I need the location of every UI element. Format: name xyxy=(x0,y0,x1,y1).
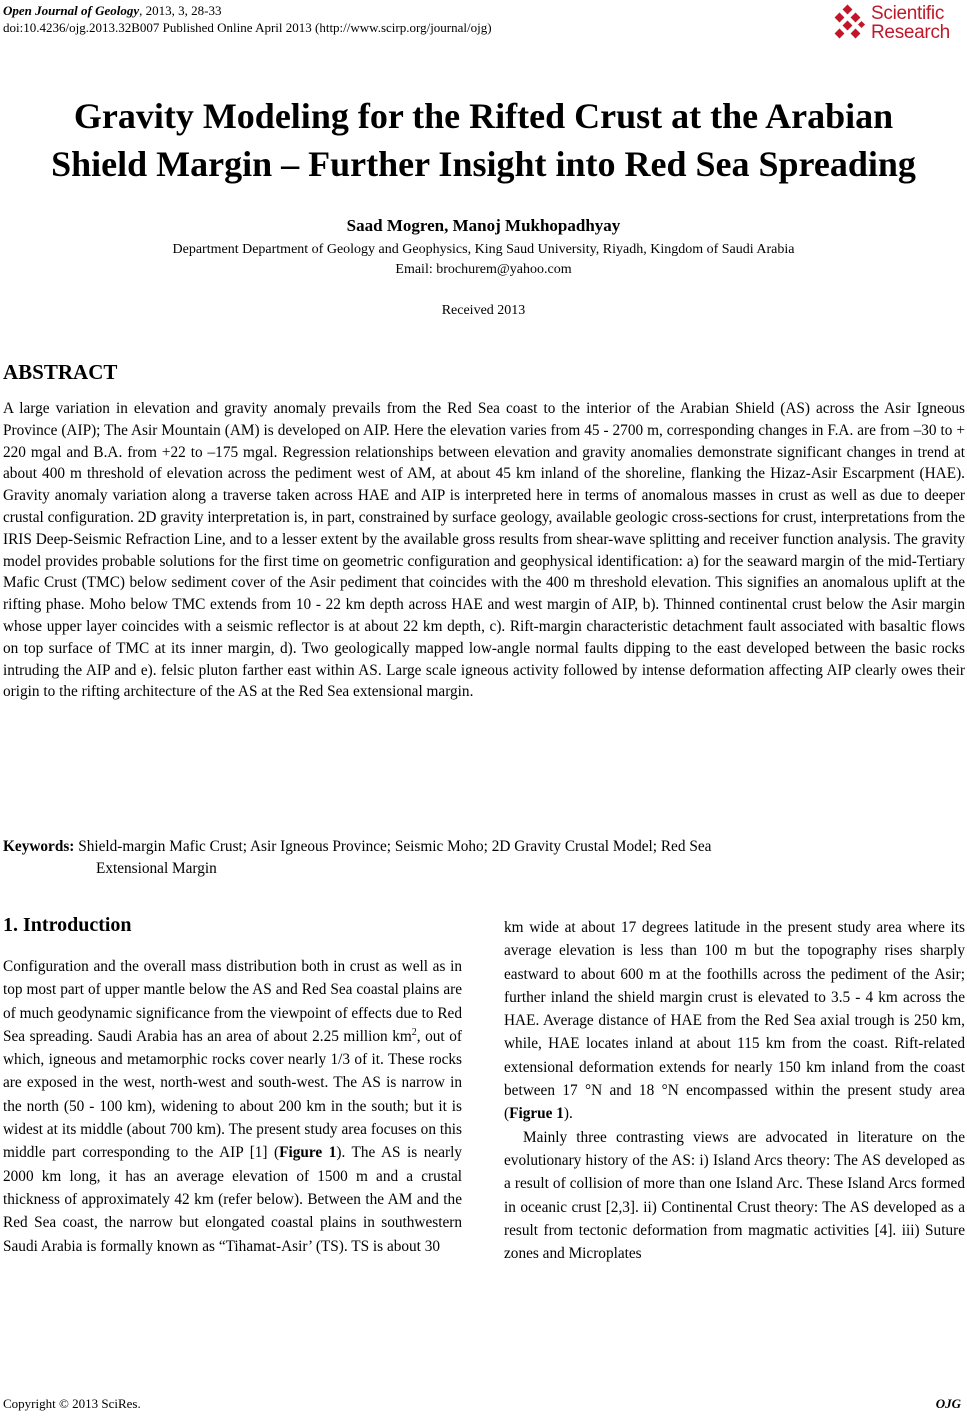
keywords-label: Keywords: xyxy=(3,838,75,855)
keywords-line-2: Extensional Margin xyxy=(96,859,217,877)
right-column xyxy=(504,916,965,1265)
affiliation-block xyxy=(0,240,967,280)
text-run: Configuration and the overall mass distribution both in crust as well as in top most part of upper mantle below the AS and Red Sea coastal plains are of much geodynamic significance from the viewpoint of effects due to Red Sea spreading. Saudi Arabia has an area of about 2.25 million km xyxy=(3,958,462,1045)
abstract-heading: ABSTRACT xyxy=(3,360,118,384)
running-header xyxy=(3,2,492,36)
abstract-text: A large variation in elevation and gravity anomaly prevails from the Red Sea coast to the interior of the Arabian Shield (AS) across the Asir Igneous Province (AIP); The Asir Mountain (AM) is developed on AIP. Here the elevation varies from 45 - 2700 m, corresponding changes in F.A. are from –30 to + 220 mgal and B.A. from +22 to –175 mgal. Regression relationships between elevation and gravity anomalies demonstrate significant changes in trend at about 400 m threshold of elevation across the pediment west of AM, at about 45 km inland of the shoreline, flanking the Hizaz-Asir Escarpment (HAE). Gravity anomaly variation along a traverse taken across HAE and AIP is interpreted here in terms of anomalous masses in crust as well as due to deeper crustal configuration. 2D gravity interpretation is, in part, constrained by surface geology, available geologic cross-sections for crust, interpretations from the IRIS Deep-Seismic Refraction Line, and to a lesser extent by the available gross results from shear-wave splitting and receiver function analysis. The gravity model provides probable solutions for the first time on geometric configuration and geophysical identification: a) for the seaward margin of the mid-Tertiary Mafic Crust (TMC) below sediment cover of the Asir pediment that coincides with the 400 m threshold elevation. This signifies an anomalous uplift at the rifting phase. Moho below TMC extends from 10 - 22 km depth across HAE and west margin of AIP, b). Thinned continental crust below the Asir margin whose upper layer coincides with a seismic reflector is at about 22 km depth, c). Rift-margin characteristic detachment fault associated with basaltic flows on top surface of TMC at its inner margin, d). Two geologically mapped low-angle normal faults dipping to the east developed between the basic rocks intruding the AIP and e). felsic pluton farther east within AS. Large scale igneous activity followed by intense deformation affecting AIP clearly owes their origin to the rifting architecture of the AS at the Red Sea extensional margin. xyxy=(3,400,965,701)
doi-line: doi:10.4236/ojg.2013.32B007 Published Online April 2013 (http://www.scirp.org/journal/ojg) xyxy=(3,20,492,35)
journal-citation: , 2013, 3, 28-33 xyxy=(139,3,222,18)
text-run: ). xyxy=(563,1105,573,1123)
intro-paragraph-2: Mainly three contrasting views are advocated in literature on the evolutionary history of the AS: i) Island Arcs theory: The AS developed as a result of collision of more than one Island Arc. These Island Arcs formed in oceanic crust [2,3]. ii) Continental Crust theory: The AS developed as a result from tectonic deformation from magmatic activities [4]. iii) Suture zones and Microplates xyxy=(504,1128,965,1263)
logo-text-line1: Scientific xyxy=(871,3,945,24)
left-column xyxy=(3,955,462,1258)
superscript: 2 xyxy=(411,1026,417,1038)
publisher-logo-icon xyxy=(829,4,867,42)
text-run: km wide at about 17 degrees latitude in the present study area where its average elevation is less than 100 m but the topography rises sharply eastward to about 600 m at the foothills across the pediment of the Asir; further inland the shield margin crust is elevated to 3.5 - 4 km across the HAE. Average distance of HAE from the Red Sea axial trough is 250 km, while, HAE locates inland at about 115 km from the coast. Rift-related extensional deformation extends for nearly 150 km inland from the coast between 17 °N and 18 °N encompassed within the present study area ( xyxy=(504,919,965,1123)
journal-abbreviation: OJG xyxy=(935,1396,961,1411)
title-line-1: Gravity Modeling for the Rifted Crust at the Arabian xyxy=(73,96,894,136)
journal-name: Open Journal of Geology xyxy=(3,3,140,18)
title-line-2: Shield Margin – Further Insight into Red Sea Spreading xyxy=(51,144,916,184)
figure-reference: Figure 1 xyxy=(279,1144,337,1162)
text-run: , out of which, igneous and metamorphic rocks cover nearly 1/3 of it. These rocks are exposed in the west, north-west and south-west. The AS is narrow in the north (50 - 100 km), widening to about 200 km in the south; but it is widest at its middle (about 700 km). The present study area focuses on this middle part corresponding to the AIP [1] ( xyxy=(3,1027,462,1162)
intro-paragraph-1-part-2 xyxy=(504,916,965,1126)
affiliation: Department Department of Geology and Geophysics, King Saud University, Riyadh, Kingdom of Saudi Arabia xyxy=(172,242,795,257)
copyright: Copyright © 2013 SciRes. xyxy=(3,1396,141,1411)
received-date: Received 2013 xyxy=(441,303,526,318)
email: Email: brochurem@yahoo.com xyxy=(395,262,572,277)
keywords xyxy=(3,836,965,880)
authors: Saad Mogren, Manoj Mukhopadhyay xyxy=(346,216,621,235)
keywords-line-1: Shield-margin Mafic Crust; Asir Igneous Province; Seismic Moho; 2D Gravity Crustal Model; Red Sea xyxy=(74,838,712,855)
publisher-logo xyxy=(829,2,959,44)
section-heading-introduction: 1. Introduction xyxy=(3,914,132,936)
intro-paragraph-1-part-1 xyxy=(3,955,462,1258)
figure-reference: Figrue 1 xyxy=(509,1105,564,1123)
paper-title xyxy=(0,92,967,188)
logo-text-line2: Research xyxy=(871,22,950,43)
text-run: ). The AS is nearly 2000 km long, it has an average elevation of 1500 m and a crustal thickness of approximately 42 km (refer below). Between the AM and the Red Sea coast, the narrow but elongated coastal plains in southwestern Saudi Arabia is formally known as “Tihamat-Asir’ (TS). TS is about 30 xyxy=(3,1144,462,1255)
